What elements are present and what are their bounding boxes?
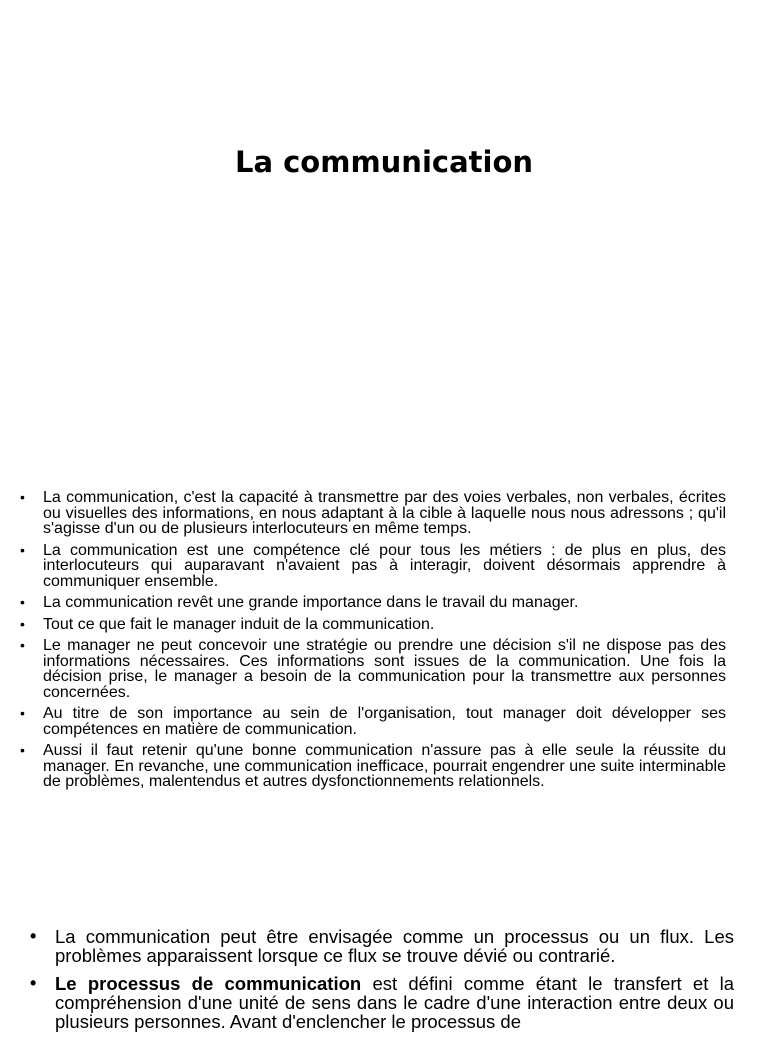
list-item: • La communication revêt une grande importance dans le travail du manager. bbox=[20, 595, 726, 611]
list-item: • Aussi il faut retenir qu'une bonne communication n'assure pas à elle seule la réussite du manager. En revanche, une communication inefficace, pourrait engendrer une suite interminable de problèmes, malentendus et autres dysfonctionnements relationnels. bbox=[20, 743, 726, 790]
list-item: • La communication est une compétence clé pour tous les métiers : de plus en plus, des interlocuteurs qui auparavant n'avaient pas à interagir, doivent désormais apprendre à communiquer ensemble. bbox=[20, 543, 726, 590]
list-item: • Tout ce que fait le manager induit de la communication. bbox=[20, 617, 726, 633]
list-item: • La communication, c'est la capacité à transmettre par des voies verbales, non verbales, écrites ou visuelles des informations, en nous adaptant à la cible à laquelle nous nous adressons ; qu'il s'agisse d'un ou de plusieurs interlocuteurs en même temps. bbox=[20, 490, 726, 537]
list-item: • La communication peut être envisagée comme un processus ou un flux. Les problèmes apparaissent lorsque ce flux se trouve dévié ou contrarié. bbox=[30, 927, 734, 965]
slide-title: La communication bbox=[234, 145, 534, 179]
bullet-text: est défini comme étant le transfert et la compréhension d'une unité de sens dans le cadre d'une interaction entre deux ou plusieurs personnes. Avant d'enclencher le processus de bbox=[55, 973, 735, 1032]
list-item bbox=[30, 974, 734, 1031]
list-item: • Au titre de son importance au sein de l'organisation, tout manager doit développer ses compétences en matière de communication. bbox=[20, 706, 726, 737]
bold-term: Le processus de communication bbox=[55, 973, 362, 994]
slide-bullet-list bbox=[20, 490, 726, 796]
list-item: • Le manager ne peut concevoir une stratégie ou prendre une décision s'il ne dispose pas des informations nécessaires. Ces informations sont issues de la communication. Une fois la décision prise, le manager a besoin de la communication pour la transmettre aux personnes concernées. bbox=[20, 638, 726, 700]
second-slide-bullet-list bbox=[30, 927, 734, 1040]
